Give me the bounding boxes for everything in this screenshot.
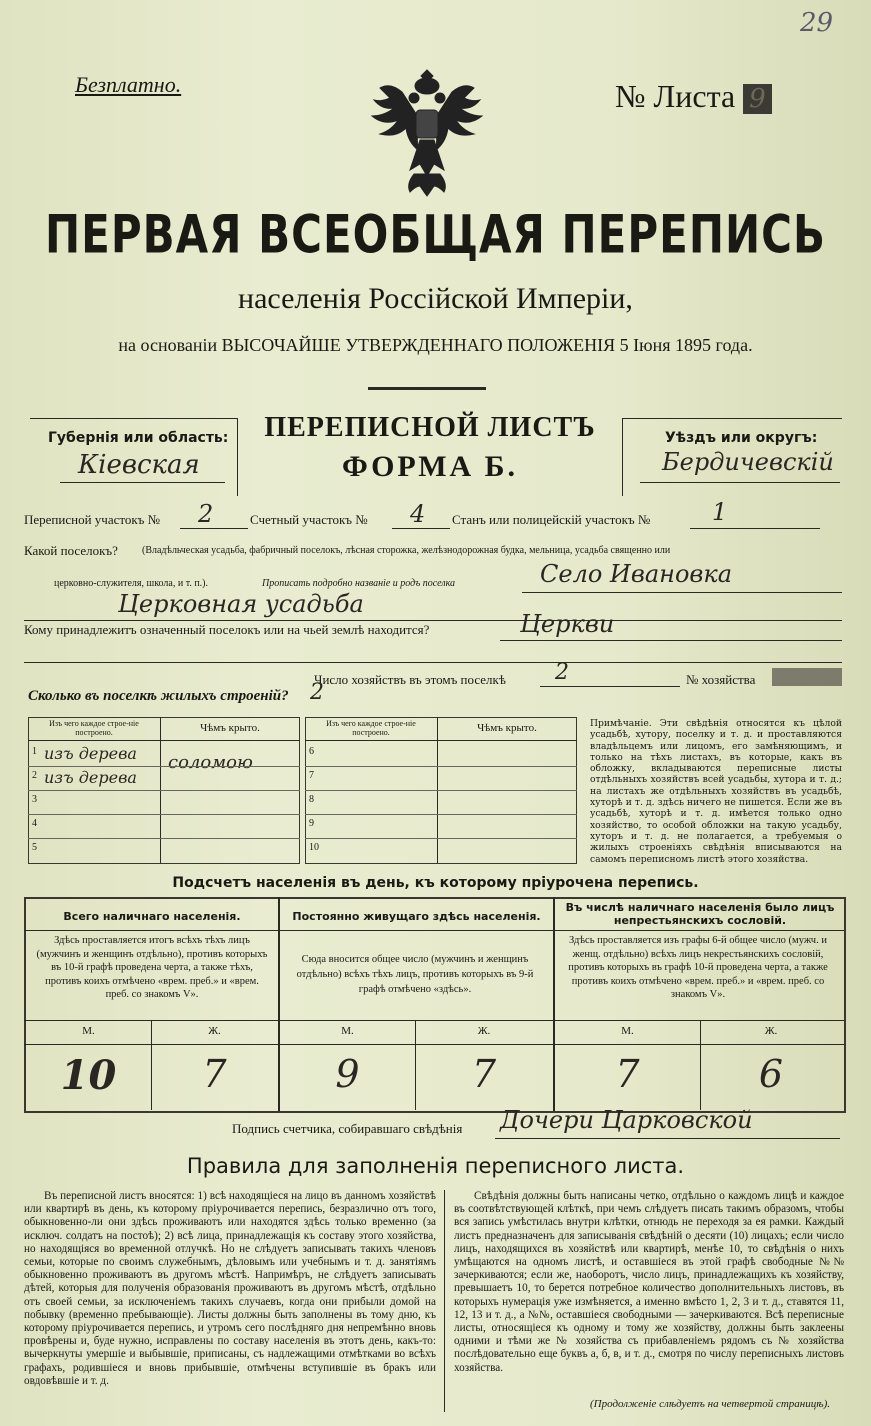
count-precinct-label: Счетный участокъ №	[250, 512, 368, 527]
form-subtitle: ФОРМА Б.	[341, 450, 519, 483]
count-title: Подсчетъ населенія въ день, къ которому пріурочена перепись.	[172, 875, 699, 891]
building-left-row-divider	[28, 814, 300, 815]
note-text: Примѣчаніе. Эти свѣдѣнія относятся къ цѣлой усадьбѣ, хутору, поселку и т. д. и проставляются владѣльцемъ или лицомъ, его замѣняющимъ, и только на тѣхъ листахъ, въ которые, какъ въ обложку, вкладываются переписные листы отдѣльныхъ хозяйствъ всей усадьбы, хутора и т. д.; на листахъ же отдѣльныхъ хозяйствъ въ усадьбѣ, хуторѣ и т. д. здѣсь ничего не пишется. Если же въ усадьбѣ, хуторѣ и т. д. имѣется только одно хозяйство, то особой обложки на такую усадьбу, хуторъ и т. д. не полагается, а требуемыя о жилыхъ строеніяхъ свѣдѣнія вписываются на самомъ переписномъ листѣ этого хозяйства.	[590, 718, 842, 865]
building-2-material: изъ дерева	[44, 768, 137, 787]
settlement-type-value: Церковная усадьба	[118, 590, 364, 618]
household-no-redacted	[772, 668, 842, 686]
count-h2: Постоянно живущаго здѣсь населенія.	[292, 910, 541, 923]
page-subtitle: населенія Россійской Имперіи,	[238, 282, 633, 315]
table-right-col1: Изъ чего каждое строе-ніе построено.	[326, 719, 416, 737]
signature-label: Подпись счетчика, собиравшаго свѣдѣнія	[232, 1121, 463, 1136]
count-m-1: М.	[82, 1025, 95, 1037]
count-zh-1: Ж.	[208, 1025, 221, 1037]
count-value-6: 6	[758, 1052, 784, 1096]
building-left-row-number: 2	[32, 770, 37, 781]
count-zh-2: Ж.	[477, 1025, 491, 1037]
stan-value: 1	[712, 498, 728, 526]
owner-label: Кому принадлежитъ означенный поселокъ или на чьей землѣ находится?	[24, 622, 430, 637]
building-right-row-number: 6	[309, 746, 314, 757]
imperial-eagle-icon	[362, 62, 492, 197]
building-right-row-number: 8	[309, 794, 314, 805]
signature-value: Дочери Царковской	[500, 1106, 753, 1134]
count-value-4: 7	[471, 1052, 497, 1096]
count-value-3: 9	[335, 1052, 360, 1096]
building-right-row-number: 10	[309, 842, 319, 853]
count-precinct-value: 4	[410, 500, 426, 528]
settlement-hint-3: Прописать подробно названіе и родъ поселка	[262, 578, 456, 589]
household-no-label: № хозяйства	[686, 672, 756, 687]
census-precinct-value: 2	[198, 500, 214, 528]
settlement-question: Какой поселокъ?	[24, 543, 118, 558]
building-left-row-divider	[28, 838, 300, 839]
building-left-row-number: 3	[32, 794, 37, 805]
count-value-2: 7	[202, 1052, 227, 1096]
rules-right: Свѣдѣнія должны быть написаны четко, отдѣльно о каждомъ лицѣ и каждое въ соотвѣтствующей клѣткѣ, при чемъ слѣдуетъ писать такимъ образомъ, чтобы вся запись умѣстилась внутри клѣтки, отнюдь не переходя за ея рамки. Каждый листъ предназначенъ для записыванія свѣдѣній о десяти (10) лицахъ; если число лицъ, находящихся въ хозяйствѣ или квартирѣ, менѣе 10, то свѣдѣнія о нихъ умѣщаются на одномъ листѣ, и оставшіеся въ этой графѣ свободные №№ зачеркиваются; если же, наоборотъ, число лицъ, принадлежащихъ къ хозяйству, превышаетъ 10, то берется потребное количество дополнительныхъ листовъ, въ которыхъ нумерація уже измѣняется, а именно вмѣсто 1, 2, 3 и т. д., ставятся 11, 12, 13 и т. д., а №№, оставшіеся свободными — зачеркиваются. Всѣ переписные листы, относящіеся къ одному и тому же хозяйству, должны быть заклеены одними и тѣми же № хозяйства съ прибавленіемъ рядомъ съ № хозяйства послѣдовательно еще буквъ а, б, в, и т. д., смотря по числу переписныхъ листовъ хозяйства.	[454, 1190, 844, 1374]
count-m-3: М.	[621, 1025, 634, 1037]
building-right-row-number: 7	[309, 770, 314, 781]
building-left-row-number: 4	[32, 818, 37, 829]
table-right-col2: Чѣмъ крыто.	[477, 722, 537, 734]
gubernia-value: Кіевская	[78, 450, 200, 480]
rules-left: Въ переписной листъ вносятся: 1) всѣ находящіеся на лицо въ данномъ хозяйствѣ или квартирѣ въ день, къ которому пріурочивается перепись, безразлично отъ того, обыкновенно-ли они здѣсь проживаютъ или находятся здѣсь только временно (за исключ. солдатъ на постоѣ); 2) всѣ лица, принадлежащія къ составу этого хозяйства, но находящіяся во временной отлучкѣ. Но не слѣдуетъ записывать такихъ членовъ семьи, которые по своимъ служебнымъ, дѣловымъ или учебнымъ и т. д. занятіямъ обыкновенно проживаютъ въ другомъ мѣстѣ. Напримѣръ, не слѣдуетъ записывать дѣтей, которыя для полученія образованія проживаютъ въ другомъ мѣстѣ, отдѣльно отъ своей семьи, за исключеніемъ такихъ случаевъ, когда они прибыли домой на побывку (временно пребывающіе). Листы должны быть заполнены въ тому дню, къ которому пріурочивается перепись, и утромъ сего послѣдняго дня непремѣнно вновь провѣрены и, буде нужно, исправлены по составу населенія въ этотъ день, какъ-то: вычеркнуты умершіе и выбывшіе, приписаны, съ надлежащими отмѣтками во всѣхъ графахъ, родившіеся и вновь прибывшіе, отмѣчены вступившіе въ бракъ или овдовѣвшіе и т. д.	[24, 1190, 436, 1387]
count-value-5: 7	[615, 1052, 640, 1096]
households-value: 2	[555, 660, 569, 685]
sheet-number	[615, 78, 772, 115]
building-left-row-divider	[28, 790, 300, 791]
count-h3: Въ числѣ наличнаго населенія было лицъ непрестьянскихъ сословій.	[565, 901, 835, 927]
form-title: ПЕРЕПИСНОЙ ЛИСТЪ	[264, 412, 596, 443]
buildings-value: 2	[310, 680, 324, 705]
stan-label: Станъ или полицейскій участокъ №	[452, 512, 651, 527]
building-right-row-divider	[305, 838, 577, 839]
settlement-hint-2: церковно-служителя, школа, и т. п.).	[54, 578, 208, 589]
table-left-col1: Изъ чего каждое строе-ніе построено.	[49, 719, 139, 737]
rules-title: Правила для заполненія переписного листа.	[186, 1154, 685, 1178]
count-m-2: М.	[341, 1025, 354, 1037]
building-roof: соломою	[168, 752, 253, 773]
page-title: ПЕРВАЯ ВСЕОБЩАЯ ПЕРЕПИСЬ	[45, 203, 826, 266]
gubernia-label: Губернія или область:	[48, 430, 229, 446]
uezd-label: Уѣздъ или округъ:	[665, 430, 818, 446]
households-label: Число хозяйствъ въ этомъ поселкѣ	[314, 672, 506, 687]
sheet-number-label: № Листа	[615, 78, 736, 114]
building-right-row-number: 9	[309, 818, 314, 829]
count-d3: Здѣсь проставляется изъ графы 6-й общее число (мужч. и женщ. отдѣльно) всѣхъ лицъ некрестьянскихъ сословій, противъ которыхъ въ графѣ 10-й проведена черта, а также противъ коихъ отмѣчено «врем. преб.» и «врем. преб. со знакомъ V».	[568, 935, 828, 1000]
continued-note: (Продолженіе слѣдуетъ на четвертой страницѣ).	[590, 1398, 830, 1410]
count-zh-3: Ж.	[764, 1025, 778, 1037]
building-right-row-divider	[305, 814, 577, 815]
building-right-row-divider	[305, 790, 577, 791]
settlement-value: Село Ивановка	[540, 560, 732, 588]
basis-text: на основаніи ВЫСОЧАЙШЕ УТВЕРЖДЕННАГО ПОЛОЖЕНІЯ 5 Іюня 1895 года.	[118, 335, 753, 355]
settlement-hint: (Владѣльческая усадьба, фабричный поселокъ, лѣсная сторожка, желѣзнодорожная будка, мельница, усадьба священно или	[142, 545, 671, 556]
building-left-row-number: 1	[32, 746, 37, 757]
sheet-number-value: 9	[743, 84, 772, 114]
owner-value: Церкви	[520, 610, 615, 638]
building-right-row-divider	[305, 766, 577, 767]
building-1-material: изъ дерева	[44, 744, 137, 763]
table-left-col2: Чѣмъ крыто.	[200, 722, 260, 734]
count-h1: Всего наличнаго населенія.	[63, 910, 241, 923]
census-precinct-label: Переписной участокъ №	[24, 512, 161, 527]
buildings-label: Сколько въ поселкѣ жилыхъ строеній?	[28, 688, 289, 704]
count-d2: Сюда вносится общее число (мужчинъ и женщинъ отдѣльно) всѣхъ тѣхъ лицъ, противъ которыхъ въ 9-й графѣ отмѣчено «здѣсь».	[296, 954, 534, 995]
free-label: Безплатно.	[75, 72, 182, 97]
building-left-row-number: 5	[32, 842, 37, 853]
count-value-1: 10	[60, 1052, 117, 1099]
count-d1: Здѣсь проставляется итогъ всѣхъ тѣхъ лицъ (мужчинъ и женщинъ отдѣльно), противъ которыхъ въ 10-й графѣ проведена черта, а также тѣхъ, противъ коихъ отмѣчено «врем. преб.» и «врем. преб. со знакомъ V».	[36, 935, 268, 1000]
building-left-row-divider	[28, 766, 300, 767]
page-number: 29	[800, 8, 834, 38]
uezd-value: Бердичевскій	[662, 448, 834, 476]
